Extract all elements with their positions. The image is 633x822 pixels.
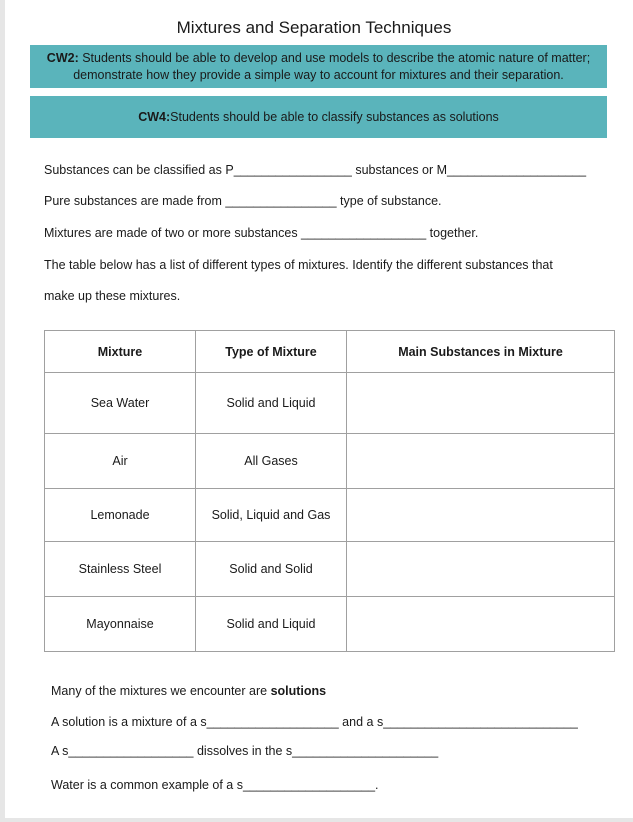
fill-in-pure-substances[interactable]: Pure substances are made from ________________ type of substance. (44, 194, 442, 208)
cell-substances-input[interactable] (347, 489, 615, 542)
cell-type: Solid and Liquid (196, 373, 347, 434)
objective-code: CW4: (138, 110, 171, 124)
solutions-lead-text: Many of the mixtures we encounter are (51, 684, 271, 698)
cell-mixture: Sea Water (45, 373, 196, 434)
cell-substances-input[interactable] (347, 542, 615, 597)
cell-substances-input[interactable] (347, 373, 615, 434)
header-mixture: Mixture (45, 331, 196, 373)
fill-in-solute-solvent[interactable]: A s__________________ dissolves in the s_____________________ (51, 744, 439, 758)
objective-cw4 (30, 96, 607, 138)
table-row (45, 434, 615, 489)
header-substances: Main Substances in Mixture (347, 331, 615, 373)
table-row (45, 373, 615, 434)
cell-mixture: Stainless Steel (45, 542, 196, 597)
cell-mixture: Air (45, 434, 196, 489)
fill-in-water-example[interactable]: Water is a common example of a s___________________. (51, 778, 379, 792)
solutions-intro (51, 684, 326, 698)
objective-text: Students should be able to classify substances as solutions (170, 110, 499, 124)
worksheet-page (5, 0, 633, 818)
header-type: Type of Mixture (196, 331, 347, 373)
cell-type: Solid, Liquid and Gas (196, 489, 347, 542)
objective-cw2 (30, 45, 607, 88)
solutions-keyword: solutions (270, 684, 327, 698)
objective-text: Students should be able to develop and use models to describe the atomic nature of matter; (78, 51, 591, 65)
cell-type: All Gases (196, 434, 347, 489)
mixtures-table (44, 330, 615, 652)
instruction-text: The table below has a list of different types of mixtures. Identify the different substances that (44, 258, 553, 272)
table-row (45, 597, 615, 652)
cell-mixture: Lemonade (45, 489, 196, 542)
fill-in-mixtures[interactable]: Mixtures are made of two or more substances __________________ together. (44, 226, 479, 240)
cell-substances-input[interactable] (347, 597, 615, 652)
cell-type: Solid and Solid (196, 542, 347, 597)
page-title: Mixtures and Separation Techniques (176, 18, 452, 37)
table-row (45, 489, 615, 542)
objective-code: CW2: (46, 51, 79, 65)
cell-mixture: Mayonnaise (45, 597, 196, 652)
objective-text-line2: demonstrate how they provide a simple way to account for mixtures and their separation. (73, 68, 564, 82)
cell-substances-input[interactable] (347, 434, 615, 489)
table-header-row (45, 331, 615, 373)
instruction-text-cont: make up these mixtures. (44, 289, 181, 303)
table-row (45, 542, 615, 597)
fill-in-solution-definition[interactable]: A solution is a mixture of a s___________________ and a s____________________________ (51, 715, 578, 729)
cell-type: Solid and Liquid (196, 597, 347, 652)
fill-in-pure-mixture[interactable]: Substances can be classified as P_________________ substances or M____________________ (44, 163, 587, 177)
